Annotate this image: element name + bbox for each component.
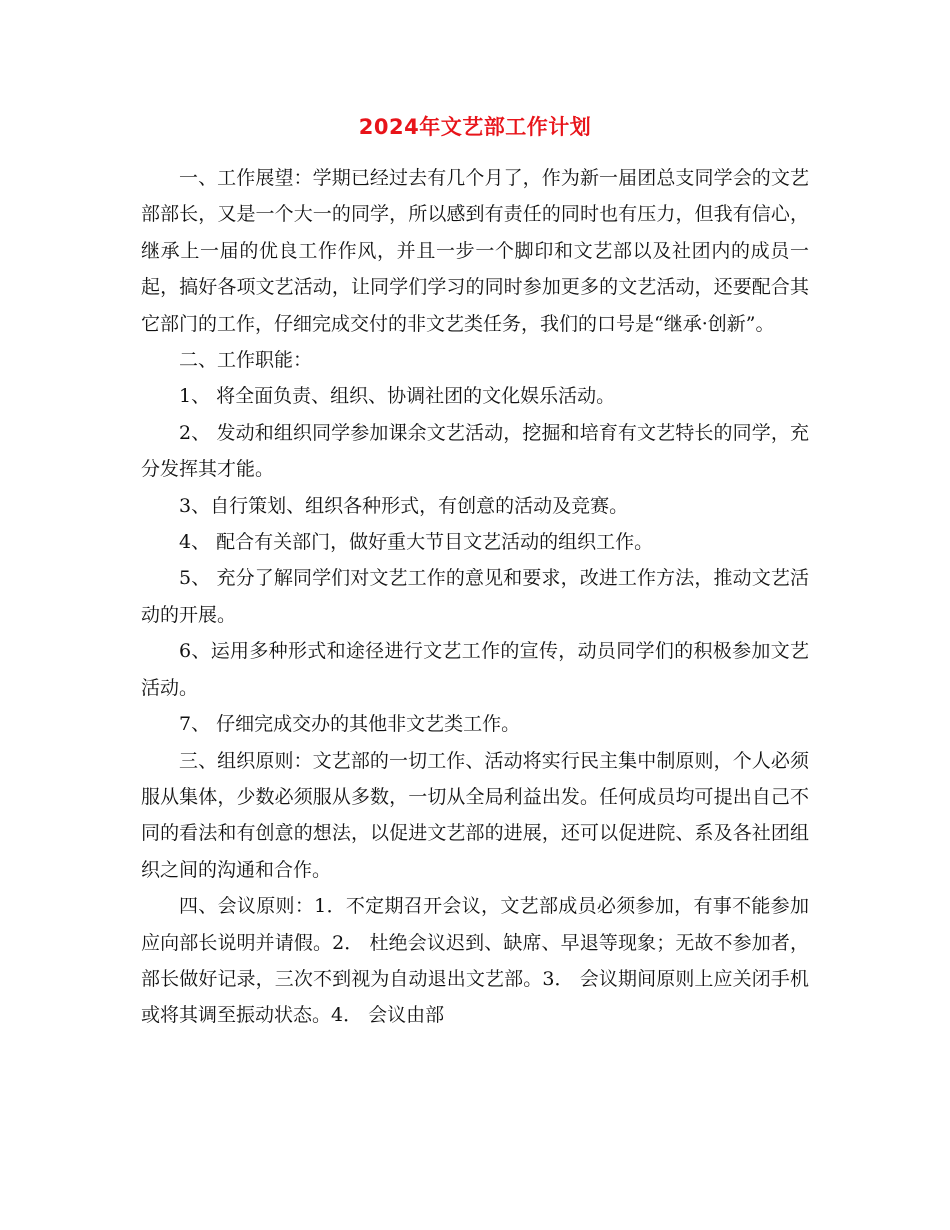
paragraph-functions-heading: 二、工作职能： xyxy=(179,349,313,372)
document-title: 2024年文艺部工作计划 xyxy=(358,115,592,139)
paragraph-function-2: 2、 发动和组织同学参加课余文艺活动，挖掘和培育有文艺特长的同学，充分发挥其才能。 xyxy=(141,421,809,481)
paragraph-function-4: 4、 配合有关部门，做好重大节目文艺活动的组织工作。 xyxy=(179,531,654,554)
paragraph-function-7: 7、 仔细完成交办的其他非文艺类工作。 xyxy=(179,713,521,736)
paragraph-meeting-principles: 四、会议原则：1．不定期召开会议，文艺部成员必须参加，有事不能参加应向部长说明并请假。2． 杜绝会议迟到、缺席、早退等现象；无故不参加者，部长做好记录，三次不到视为自动退出文艺部。3． 会议期间原则上应关闭手机或将其调至振动状态。4． 会议由部 xyxy=(141,895,809,1027)
paragraph-function-3: 3、自行策划、组织各种形式，有创意的活动及竞赛。 xyxy=(179,494,629,517)
paragraph-function-1: 1、 将全面负责、组织、协调社团的文化娱乐活动。 xyxy=(179,385,616,408)
paragraph-function-6: 6、运用多种形式和途径进行文艺工作的宣传，动员同学们的积极参加文艺活动。 xyxy=(141,640,809,699)
document-body xyxy=(141,160,809,1034)
paragraph-organization-principles: 三、组织原则：文艺部的一切工作、活动将实行民主集中制原则，个人必须服从集体，少数必须服从多数，一切从全局利益出发。任何成员均可提出自己不同的看法和有创意的想法，以促进文艺部的进展，还可以促进院、系及各社团组织之间的沟通和合作。 xyxy=(141,749,809,881)
paragraph-outlook: 一、工作展望：学期已经过去有几个月了，作为新一届团总支同学会的文艺部部长，又是一个大一的同学，所以感到有责任的同时也有压力，但我有信心，继承上一届的优良工作作风，并且一步一个脚印和文艺部以及社团内的成员一起，搞好各项文艺活动，让同学们学习的同时参加更多的文艺活动，还要配合其它部门的工作，仔细完成交付的非文艺类任务，我们的口号是“继承·创新”。 xyxy=(141,167,809,335)
paragraph-function-5: 5、 充分了解同学们对文艺工作的意见和要求，改进工作方法，推动文艺活动的开展。 xyxy=(141,567,809,626)
